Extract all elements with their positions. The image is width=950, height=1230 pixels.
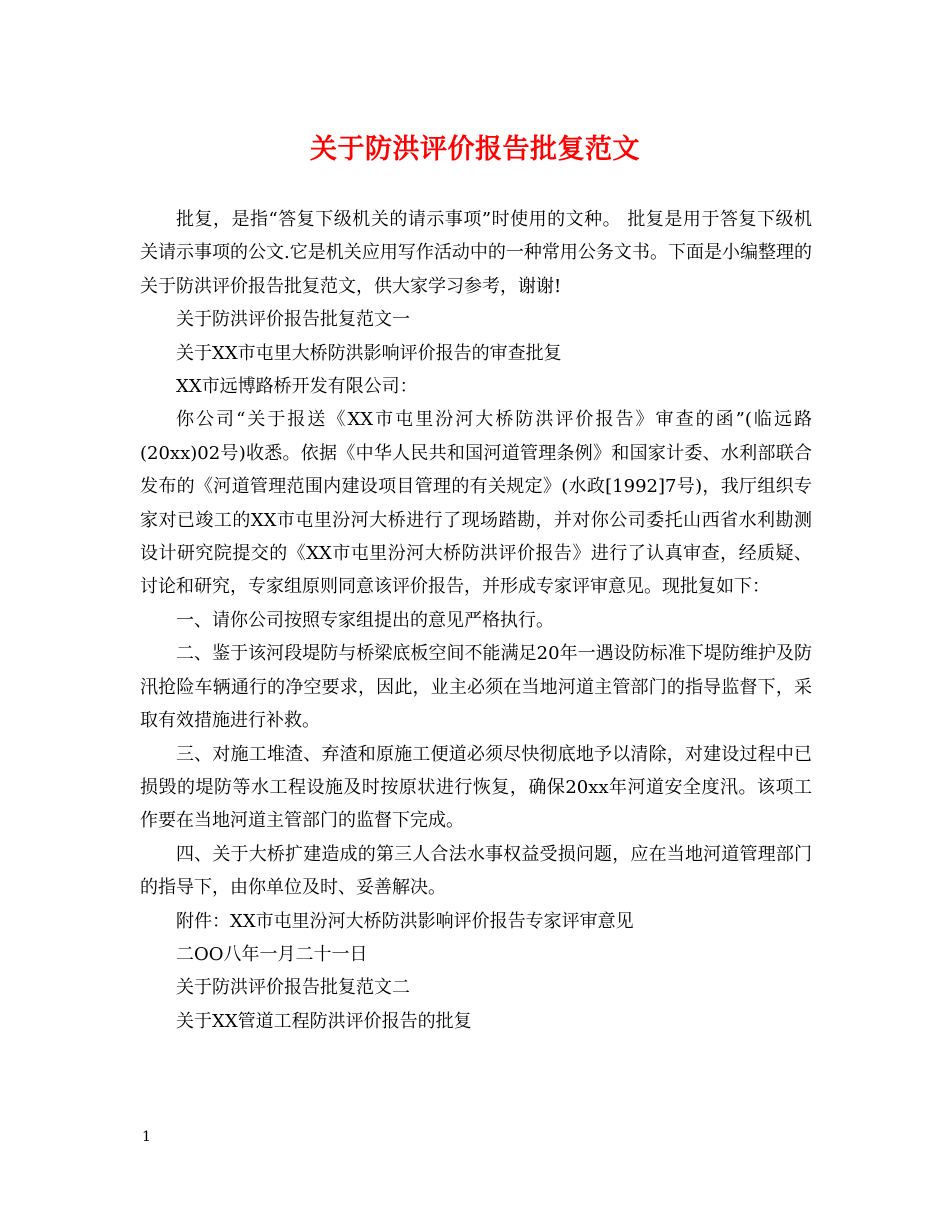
- document-body: [140, 203, 812, 1038]
- section-heading-sample-two: 关于防洪评价报告批复范文二: [176, 977, 410, 999]
- section-heading-sample-one: 关于防洪评价报告批复范文一: [176, 309, 410, 331]
- item-three: 三、对施工堆渣、弃渣和原施工便道必须尽快彻底地予以清除，对建设过程中已损毁的堤防等水工程设施及时按原状进行恢复，确保20xx年河道安全度汛。该项工作要在当地河道主管部门的监督下完成。: [140, 743, 812, 832]
- item-one: 一、请你公司按照专家组提出的意见严格执行。: [176, 609, 554, 631]
- addressee: XX市远博路桥开发有限公司：: [176, 376, 418, 398]
- document-title: 关于防洪评价报告批复范文: [310, 134, 640, 165]
- attachment-line: 附件：XX市屯里汾河大桥防洪影响评价报告专家评审意见: [176, 910, 634, 932]
- body-paragraph-main: 你公司“关于报送《XX市屯里汾河大桥防洪评价报告》审查的函”(临远路(20xx)02号)收悉。依据《中华人民共和国河道管理条例》和国家计委、水利部联合发布的《河道管理范围内建设项目管理的有关规定》(水政[1992]7号)，我厅组织专家对已竣工的XX市屯里汾河大桥进行了现场踏勘，并对你公司委托山西省水利勘测设计研究院提交的《XX市屯里汾河大桥防洪评价报告》进行了认真审查，经质疑、讨论和研究，专家组原则同意该评价报告，并形成专家评审意见。现批复如下：: [140, 409, 812, 598]
- item-four: 四、关于大桥扩建造成的第三人合法水事权益受损问题，应在当地河道管理部门的指导下，由你单位及时、妥善解决。: [140, 843, 812, 899]
- reply-title-two: 关于XX管道工程防洪评价报告的批复: [176, 1010, 472, 1032]
- item-two: 二、鉴于该河段堤防与桥梁底板空间不能满足20年一遇设防标准下堤防维护及防汛抢险车辆通行的净空要求，因此，业主必须在当地河道主管部门的指导监督下，采取有效措施进行补救。: [140, 643, 812, 732]
- page-number: 1: [142, 1129, 151, 1145]
- reply-title-one: 关于XX市屯里大桥防洪影响评价报告的审查批复: [176, 342, 562, 364]
- date-line: 二OO八年一月二十一日: [176, 943, 368, 965]
- intro-paragraph: 批复，是指“答复下级机关的请示事项”时使用的文种。 批复是用于答复下级机关请示事项的公文.它是机关应用写作活动中的一种常用公务文书。下面是小编整理的关于防洪评价报告批复范文，供大家学习参考，谢谢!: [140, 209, 812, 297]
